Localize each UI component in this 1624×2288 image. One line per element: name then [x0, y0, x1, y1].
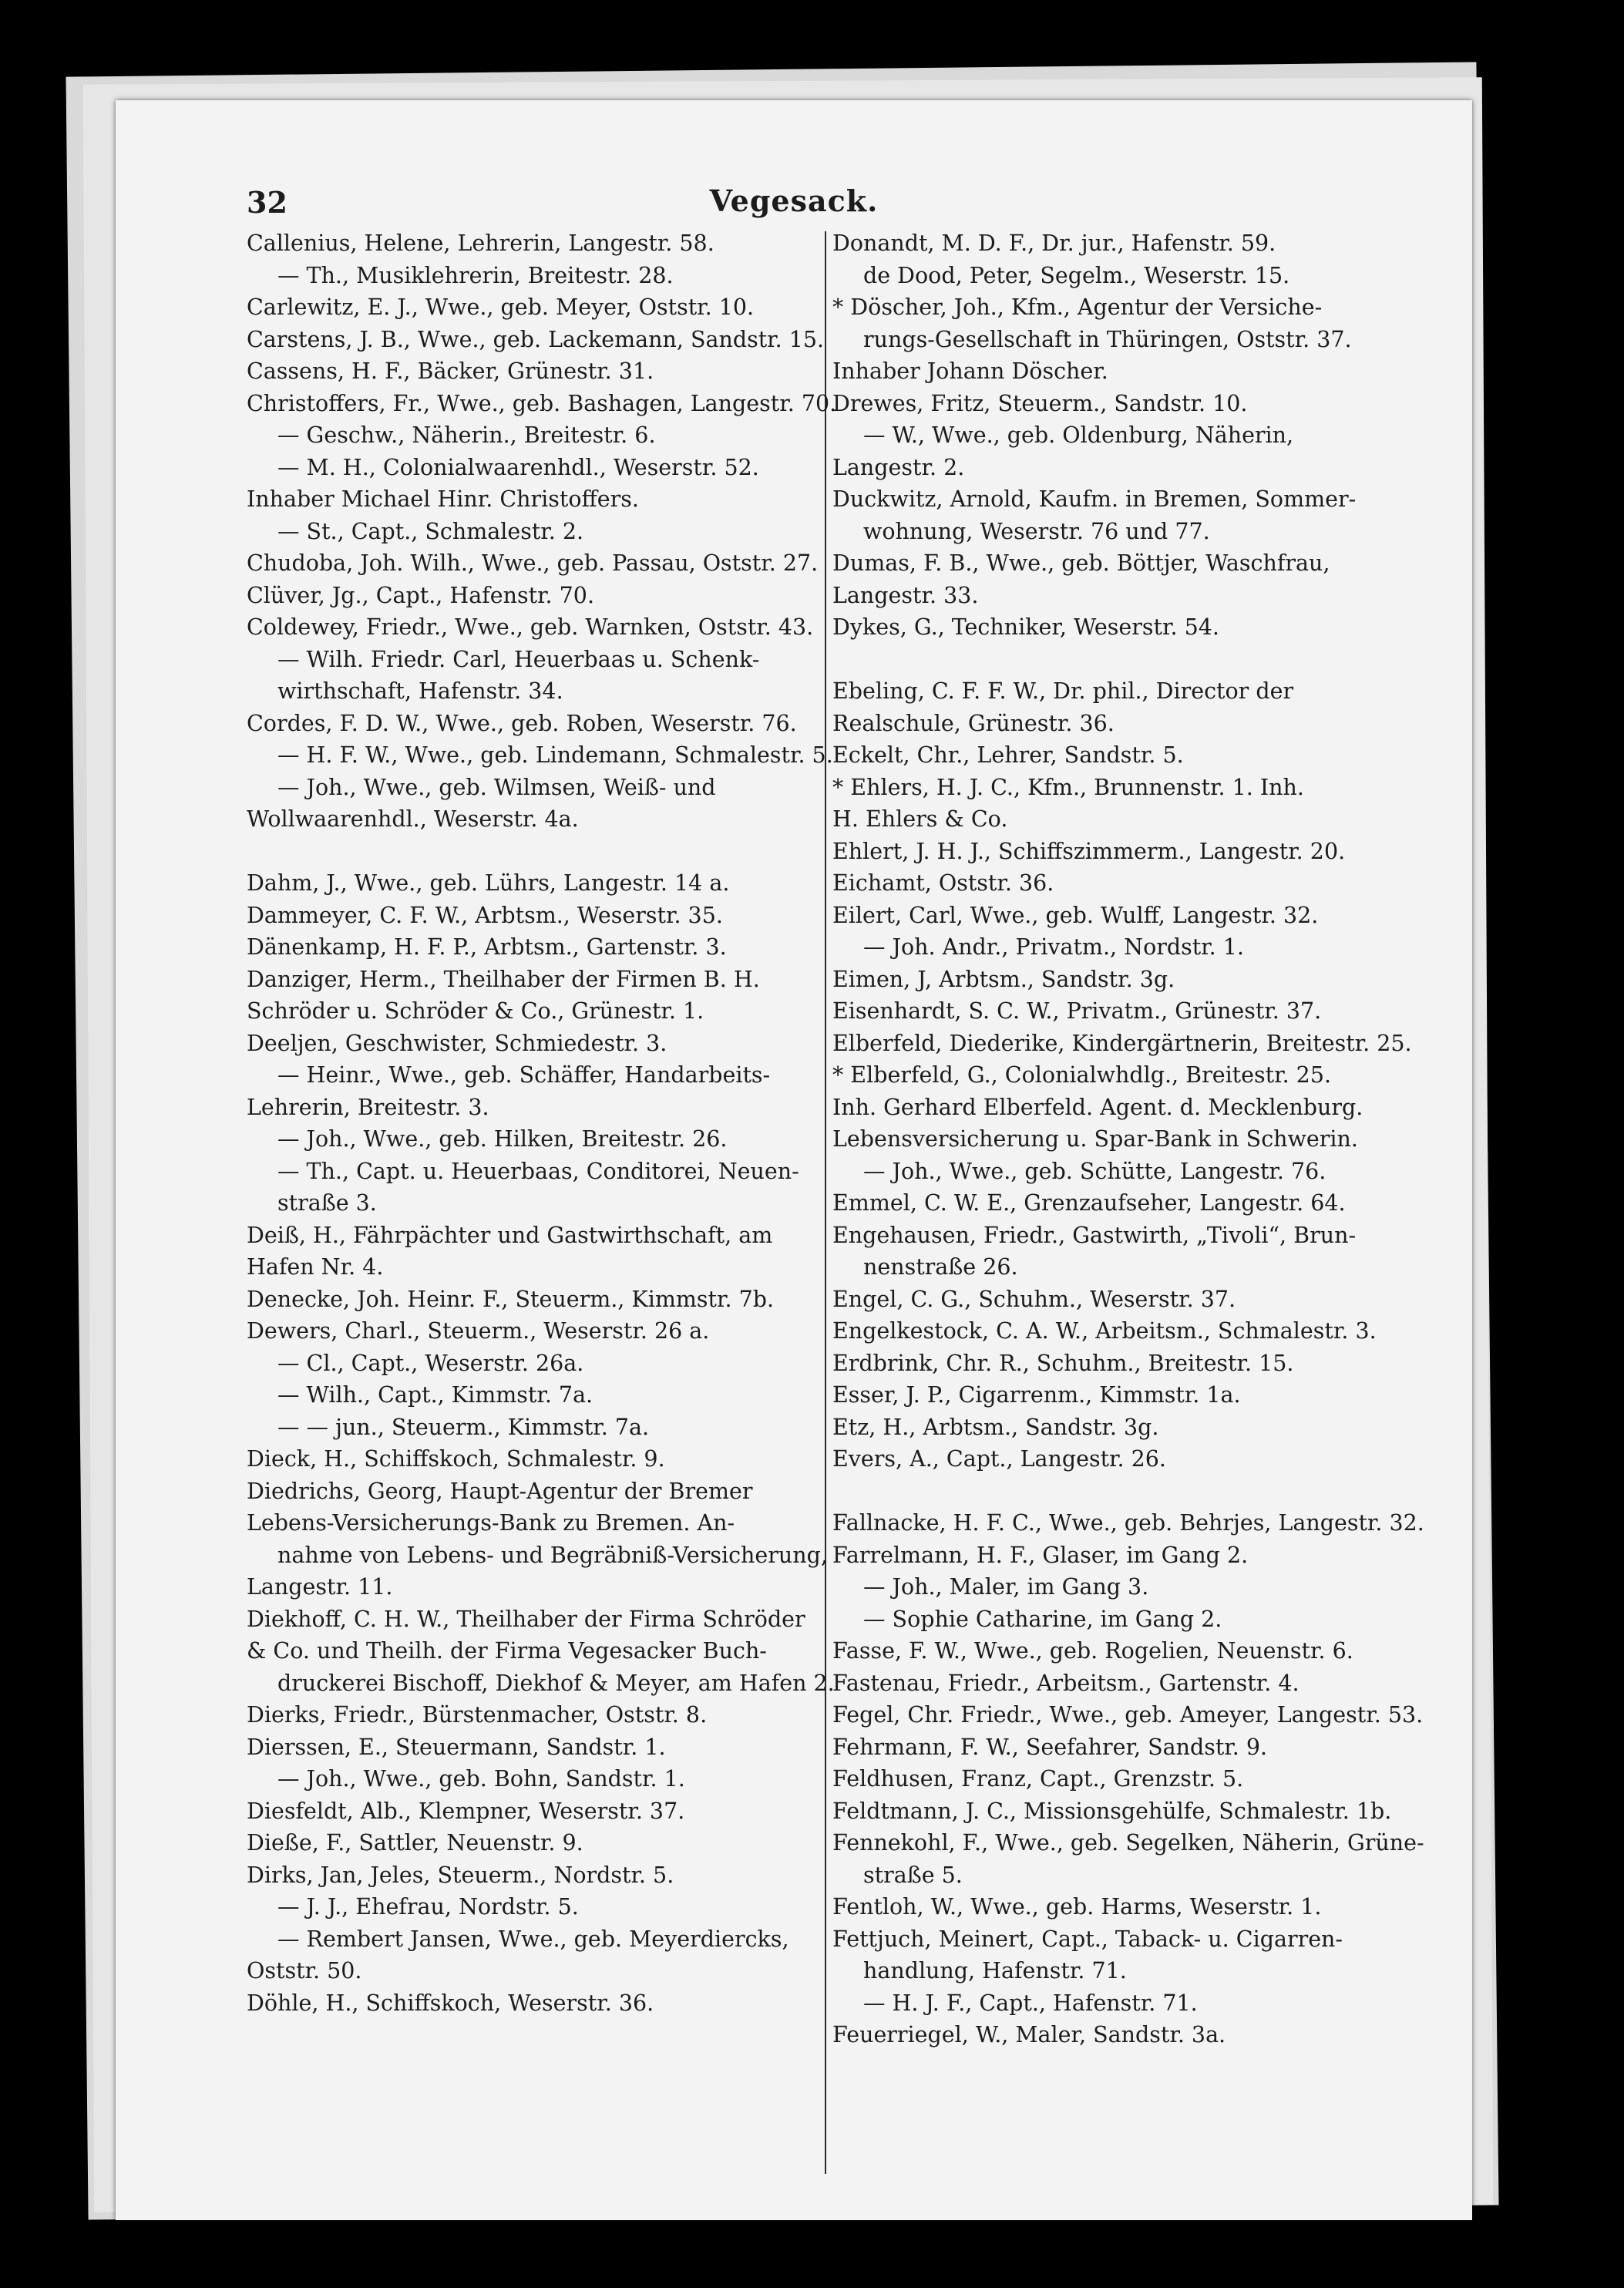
directory-entry-line: Erdbrink, Chr. R., Schuhm., Breitestr. 15. — [832, 1350, 1294, 1376]
directory-entry-line: Feldhusen, Franz, Capt., Grenzstr. 5. — [832, 1766, 1244, 1792]
directory-entry-line: Dänenkamp, H. F. P., Arbtsm., Gartenstr. 3. — [247, 934, 727, 960]
directory-entry-line: Oststr. 50. — [247, 1958, 362, 1983]
directory-entry-line: — Joh., Wwe., geb. Bohn, Sandstr. 1. — [277, 1766, 685, 1792]
directory-entry-line: Dierks, Friedr., Bürstenmacher, Oststr. 8. — [247, 1702, 708, 1728]
directory-entry-line: Inhaber Michael Hinr. Christoffers. — [247, 486, 639, 512]
directory-entry-line: Diekhoff, C. H. W., Theilhaber der Firma Schröder — [247, 1606, 805, 1632]
directory-entry-line: Inh. Gerhard Elberfeld. Agent. d. Mecklenburg. — [832, 1094, 1363, 1120]
directory-entry-line: — Joh., Wwe., geb. Schütte, Langestr. 76. — [863, 1158, 1326, 1184]
directory-entry-line: — Joh., Maler, im Gang 3. — [863, 1574, 1149, 1600]
directory-entry-line: Fehrmann, F. W., Seefahrer, Sandstr. 9. — [832, 1734, 1268, 1760]
directory-entry-line: Engehausen, Friedr., Gastwirth, „Tivoli“, Brun- — [832, 1222, 1357, 1248]
directory-entry-line: Dewers, Charl., Steuerm., Weserstr. 26 a. — [247, 1318, 710, 1344]
directory-entry-line: Drewes, Fritz, Steuerm., Sandstr. 10. — [832, 390, 1248, 416]
directory-entry-line: — M. H., Colonialwaarenhdl., Weserstr. 52. — [277, 454, 759, 480]
directory-entry-line: Eckelt, Chr., Lehrer, Sandstr. 5. — [832, 742, 1184, 768]
directory-entry-line: rungs-Gesellschaft in Thüringen, Oststr. 37. — [863, 326, 1352, 352]
directory-entry-line: Lehrerin, Breitestr. 3. — [247, 1094, 489, 1120]
directory-entry-line: Carlewitz, E. J., Wwe., geb. Meyer, Oststr. 10. — [247, 294, 755, 320]
directory-entry-line: — Wilh. Friedr. Carl, Heuerbaas u. Schenk- — [277, 646, 760, 672]
directory-entry-line: Ehlert, J. H. J., Schiffszimmerm., Langestr. 20. — [832, 838, 1346, 864]
directory-entry-line: Esser, J. P., Cigarrenm., Kimmstr. 1a. — [832, 1382, 1241, 1408]
directory-entry-line: Danziger, Herm., Theilhaber der Firmen B. H. — [247, 966, 760, 992]
directory-entry-line: Fallnacke, H. F. C., Wwe., geb. Behrjes, Langestr. 32. — [832, 1510, 1424, 1536]
directory-entry-line: Döhle, H., Schiffskoch, Weserstr. 36. — [247, 1990, 654, 2016]
directory-entry-line: Callenius, Helene, Lehrerin, Langestr. 58. — [247, 230, 714, 256]
directory-entry-line: straße 3. — [277, 1190, 377, 1216]
directory-entry-line: Dieße, F., Sattler, Neuenstr. 9. — [247, 1830, 583, 1856]
directory-entry-line: wohnung, Weserstr. 76 und 77. — [863, 518, 1210, 544]
directory-entry-line: Elberfeld, Diederike, Kindergärtnerin, Breitestr. 25. — [832, 1030, 1412, 1056]
directory-entry-line: Engel, C. G., Schuhm., Weserstr. 37. — [832, 1286, 1236, 1312]
directory-entry-line: — Cl., Capt., Weserstr. 26a. — [277, 1350, 584, 1376]
directory-entry-line: Etz, H., Arbtsm., Sandstr. 3g. — [832, 1414, 1159, 1440]
directory-entry-line: Christoffers, Fr., Wwe., geb. Bashagen, Langestr. 70. — [247, 390, 837, 416]
directory-entry-line: Diedrichs, Georg, Haupt-Agentur der Bremer — [247, 1478, 753, 1504]
directory-entry-line: Ebeling, C. F. F. W., Dr. phil., Director der — [832, 678, 1294, 704]
directory-entry-line: Feuerriegel, W., Maler, Sandstr. 3a. — [832, 2022, 1226, 2047]
directory-entry-line: Emmel, C. W. E., Grenzaufseher, Langestr. 64. — [832, 1190, 1346, 1216]
directory-entry-line: Dumas, F. B., Wwe., geb. Böttjer, Waschfrau, — [832, 550, 1330, 576]
directory-entry-line: Cassens, H. F., Bäcker, Grünestr. 31. — [247, 358, 654, 384]
directory-entry-line: Dieck, H., Schiffskoch, Schmalestr. 9. — [247, 1446, 665, 1472]
directory-entry-line: * Elberfeld, G., Colonialwhdlg., Breitestr. 25. — [832, 1062, 1332, 1088]
directory-entry-line: Evers, A., Capt., Langestr. 26. — [832, 1446, 1166, 1472]
directory-page — [116, 100, 1472, 2220]
directory-entry-line: — H. F. W., Wwe., geb. Lindemann, Schmalestr. 5. — [277, 742, 833, 768]
directory-entry-line: Eisenhardt, S. C. W., Privatm., Grünestr. 37. — [832, 998, 1322, 1024]
directory-entry-line: — Joh., Wwe., geb. Wilmsen, Weiß- und — [277, 774, 716, 800]
directory-entry-line: Lebens-Versicherungs-Bank zu Bremen. An- — [247, 1510, 735, 1536]
directory-entry-line: Chudoba, Joh. Wilh., Wwe., geb. Passau, Oststr. 27. — [247, 550, 819, 576]
directory-entry-line: Hafen Nr. 4. — [247, 1254, 384, 1280]
directory-entry-line: Farrelmann, H. F., Glaser, im Gang 2. — [832, 1542, 1249, 1568]
directory-entry-line: — Rembert Jansen, Wwe., geb. Meyerdiercks, — [277, 1926, 789, 1952]
directory-entry-line: Langestr. 33. — [832, 582, 979, 608]
section-gap — [832, 644, 1572, 676]
directory-entry-line: Dammeyer, C. F. W., Arbtsm., Weserstr. 35. — [247, 902, 723, 928]
directory-entry-line: Dahm, J., Wwe., geb. Lührs, Langestr. 14 a. — [247, 870, 730, 896]
directory-entry-line: Eichamt, Oststr. 36. — [832, 870, 1054, 896]
directory-entry-line: Langestr. 2. — [832, 454, 965, 480]
directory-entry-line: — Geschw., Näherin., Breitestr. 6. — [277, 422, 656, 448]
directory-entry-line: Fentloh, W., Wwe., geb. Harms, Weserstr. 1. — [832, 1894, 1322, 1920]
directory-entry-line: Deiß, H., Fährpächter und Gastwirthschaft, am — [247, 1222, 773, 1248]
directory-entry-line: Diesfeldt, Alb., Klempner, Weserstr. 37. — [247, 1798, 685, 1824]
directory-entry-line: * Ehlers, H. J. C., Kfm., Brunnenstr. 1. Inh. — [832, 774, 1304, 800]
directory-entry-line: Realschule, Grünestr. 36. — [832, 710, 1115, 736]
directory-entry-line: Engelkestock, C. A. W., Arbeitsm., Schmalestr. 3. — [832, 1318, 1377, 1344]
directory-entry-line: Dirks, Jan, Jeles, Steuerm., Nordstr. 5. — [247, 1862, 674, 1888]
directory-entry-line: Dykes, G., Techniker, Weserstr. 54. — [832, 614, 1219, 640]
directory-entry-line: — Sophie Catharine, im Gang 2. — [863, 1606, 1222, 1632]
directory-entry-line: Donandt, M. D. F., Dr. jur., Hafenstr. 59. — [832, 230, 1276, 256]
directory-entry-line: — Joh. Andr., Privatm., Nordstr. 1. — [863, 934, 1244, 960]
directory-entry-line: — Th., Musiklehrerin, Breitestr. 28. — [277, 262, 674, 288]
directory-entry-line: & Co. und Theilh. der Firma Vegesacker Buch- — [247, 1638, 767, 1664]
directory-entry-line: handlung, Hafenstr. 71. — [863, 1958, 1127, 1983]
directory-entry-line: Denecke, Joh. Heinr. F., Steuerm., Kimmstr. 7b. — [247, 1286, 774, 1312]
directory-entry-line: Inhaber Johann Döscher. — [832, 358, 1108, 384]
directory-entry-line: — St., Capt., Schmalestr. 2. — [277, 518, 584, 544]
directory-entry-line: druckerei Bischoff, Diekhof & Meyer, am Hafen 2. — [277, 1670, 835, 1696]
directory-entry-line: — J. J., Ehefrau, Nordstr. 5. — [277, 1894, 579, 1920]
directory-entry-line: — — jun., Steuerm., Kimmstr. 7a. — [277, 1414, 650, 1440]
directory-entry-line: straße 5. — [863, 1862, 963, 1888]
directory-entry-line: de Dood, Peter, Segelm., Weserstr. 15. — [863, 262, 1290, 288]
directory-entry-line: wirthschaft, Hafenstr. 34. — [277, 678, 563, 704]
directory-entry-line: — Heinr., Wwe., geb. Schäffer, Handarbeits- — [277, 1062, 771, 1088]
running-head: Vegesack. — [709, 183, 879, 218]
directory-entry-line: Fasse, F. W., Wwe., geb. Rogelien, Neuenstr. 6. — [832, 1638, 1353, 1664]
directory-entry-line: Eimen, J, Arbtsm., Sandstr. 3g. — [832, 966, 1175, 992]
directory-entry-line: Fennekohl, F., Wwe., geb. Segelken, Näherin, Grüne- — [832, 1830, 1424, 1856]
directory-entry-line: Langestr. 11. — [247, 1574, 393, 1600]
directory-entry-line: — Joh., Wwe., geb. Hilken, Breitestr. 26. — [277, 1126, 728, 1152]
directory-entry-line: Dierssen, E., Steuermann, Sandstr. 1. — [247, 1734, 666, 1760]
directory-entry-line: — W., Wwe., geb. Oldenburg, Näherin, — [863, 422, 1294, 448]
directory-entry-line: Lebensversicherung u. Spar-Bank in Schwerin. — [832, 1126, 1358, 1152]
page-number: 32 — [247, 185, 287, 220]
directory-entry-line: Fastenau, Friedr., Arbeitsm., Gartenstr. 4. — [832, 1670, 1300, 1696]
directory-entry-line: — Th., Capt. u. Heuerbaas, Conditorei, Neuen- — [277, 1158, 799, 1184]
directory-entry-line: Eilert, Carl, Wwe., geb. Wulff, Langestr. 32. — [832, 902, 1319, 928]
directory-entry-line: H. Ehlers & Co. — [832, 806, 1008, 832]
directory-entry-line: Cordes, F. D. W., Wwe., geb. Roben, Weserstr. 76. — [247, 710, 797, 736]
directory-entry-line: Clüver, Jg., Capt., Hafenstr. 70. — [247, 582, 595, 608]
directory-entry-line: nenstraße 26. — [863, 1254, 1018, 1280]
section-gap — [832, 1475, 1572, 1508]
directory-entry-line: nahme von Lebens- und Begräbniß-Versicherung, — [277, 1542, 828, 1568]
directory-entry-line: Schröder u. Schröder & Co., Grünestr. 1. — [247, 998, 704, 1024]
directory-entry-line: — H. J. F., Capt., Hafenstr. 71. — [863, 1990, 1198, 2016]
directory-entry-line: Coldewey, Friedr., Wwe., geb. Warnken, Oststr. 43. — [247, 614, 814, 640]
directory-entry-line: Carstens, J. B., Wwe., geb. Lackemann, Sandstr. 15. — [247, 326, 825, 352]
directory-entry-line: Wollwaarenhdl., Weserstr. 4a. — [247, 806, 579, 832]
directory-entry-line: Feldtmann, J. C., Missionsgehülfe, Schmalestr. 1b. — [832, 1798, 1392, 1824]
directory-entry-line: Duckwitz, Arnold, Kaufm. in Bremen, Sommer- — [832, 486, 1357, 512]
right-column — [832, 227, 1572, 2051]
directory-entry-line: Fettjuch, Meinert, Capt., Taback- u. Cigarren- — [832, 1926, 1343, 1952]
directory-entry-line: Deeljen, Geschwister, Schmiedestr. 3. — [247, 1030, 667, 1056]
directory-entry-line: — Wilh., Capt., Kimmstr. 7a. — [277, 1382, 593, 1408]
directory-entry-line: Fegel, Chr. Friedr., Wwe., geb. Ameyer, Langestr. 53. — [832, 1702, 1424, 1728]
directory-entry-line: * Döscher, Joh., Kfm., Agentur der Versiche- — [832, 294, 1323, 320]
